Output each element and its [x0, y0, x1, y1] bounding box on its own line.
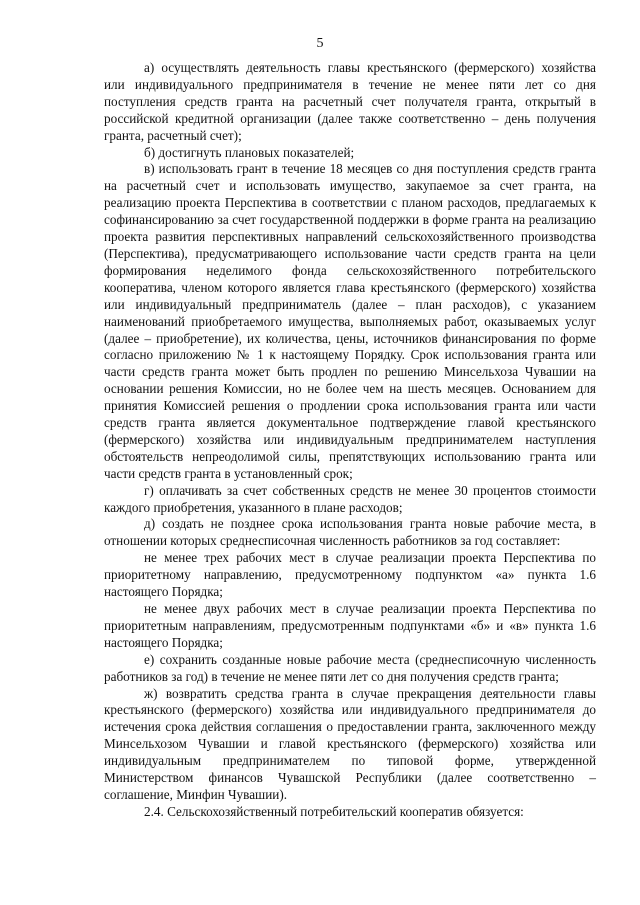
paragraph-a: а) осуществлять деятельность главы крестьянского (фермерского) хозяйства или индивидуального предпринимателя в течение не менее пяти лет со дня поступления средств гранта на расчетный счет получателя гранта, открытый в российской кредитной организации (далее также соответственно – день получения гранта, расчетный счет);: [104, 60, 596, 143]
section-2-4-heading: 2.4. Сельскохозяйственный потребительский кооператив обязуется:: [144, 803, 524, 819]
paragraph-d-item-1: не менее трех рабочих мест в случае реализации проекта Перспектива по приоритетному направлению, предусмотренному подпунктом «а» пункта 1.6 настоящего Порядка;: [104, 550, 596, 600]
paragraph-d-item-2: не менее двух рабочих мест в случае реализации проекта Перспектива по приоритетным направлениям, предусмотренным подпунктами «б» и «в» пункта 1.6 настоящего Порядка;: [104, 601, 596, 650]
paragraph-v: в) использовать грант в течение 18 месяцев со дня поступления средств гранта на расчетный счет и использовать имущество, закупаемое за счет гранта, на реализацию проекта Перспектива в соответствии с планом расходов, предлагаемых к софинансированию за счет государственной поддержки в форме гранта на реализацию проекта развития перспективных направлений сельскохозяйственного производства (Перспектива), предусматривающего использование части средств гранта на цели формирования неделимого фонда сельскохозяйственного потребительского кооператива, членом которого является глава крестьянского (фермерского) хозяйства или индивидуальный предприниматель (далее – план расходов), с указанием наименований приобретаемого имущества, выполняемых работ, оказываемых услуг (далее – приобретение), их количества, цены, источников финансирования по форме согласно приложению № 1 к настоящему Порядку. Срок использования гранта или части средств гранта может быть продлен по решению Минсельхоза Чувашии на основании решения Комиссии, но не более чем на шесть месяцев. Основанием для принятия Комиссией решения о продлении срока использования гранта или части средств гранта является документальное подтверждение главой крестьянского (фермерского) хозяйства или индивидуальным предпринимателем наступления обстоятельств непреодолимой силы, препятствующих использованию гранта или части средств гранта в установленный срок;: [104, 161, 596, 481]
document-body: [104, 60, 596, 821]
paragraph-zh: ж) возвратить средства гранта в случае прекращения деятельности главы крестьянского (фермерского) хозяйства или индивидуального предпринимателя до истечения срока действия соглашения о предоставлении гранта, заключенного между Минсельхозом Чувашии и главой крестьянского (фермерского) хозяйства или индивидуальным предпринимателем по типовой форме, утвержденной Министерством финансов Чувашской Республики (далее соответственно – соглашение, Минфин Чувашии).: [104, 685, 596, 802]
paragraph-b: б) достигнуть плановых показателей;: [144, 144, 355, 160]
paragraph-e: е) сохранить созданные новые рабочие места (среднесписочную численность работников за год) в течение не менее пяти лет со дня получения средств гранта;: [104, 651, 596, 684]
paragraph-g: г) оплачивать за счет собственных средств не менее 30 процентов стоимости каждого приобретения, указанного в плане расходов;: [104, 482, 596, 515]
page-number: 5: [316, 36, 324, 51]
paragraph-d: д) создать не позднее срока использования гранта новые рабочие места, в отношении которых среднесписочная численность работников за год составляет:: [104, 516, 596, 549]
